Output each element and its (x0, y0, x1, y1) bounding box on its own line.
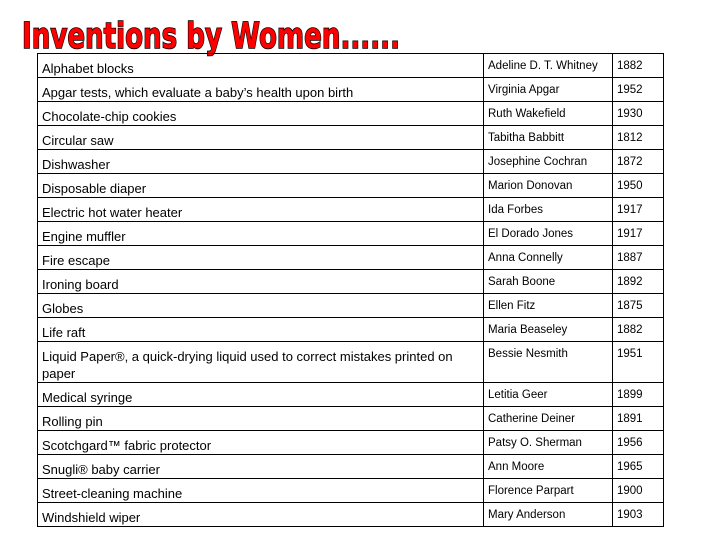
inventor-cell: Virginia Apgar (484, 78, 613, 102)
inventor-cell: Bessie Nesmith (484, 342, 613, 383)
table-row (38, 246, 664, 270)
inventor-cell: Ida Forbes (484, 198, 613, 222)
invention-cell: Street-cleaning machine (38, 479, 484, 503)
inventor-cell: El Dorado Jones (484, 222, 613, 246)
inventor-cell: Letitia Geer (484, 383, 613, 407)
invention-cell: Snugli® baby carrier (38, 455, 484, 479)
page-title (20, 8, 420, 57)
table-row (38, 455, 664, 479)
inventor-cell: Florence Parpart (484, 479, 613, 503)
invention-cell: Chocolate-chip cookies (38, 102, 484, 126)
table-row (38, 270, 664, 294)
table-row (38, 318, 664, 342)
table-row (38, 342, 664, 383)
year-cell: 1882 (613, 54, 664, 78)
inventor-cell: Maria Beaseley (484, 318, 613, 342)
year-cell: 1812 (613, 126, 664, 150)
inventor-cell: Catherine Deiner (484, 407, 613, 431)
inventor-cell: Patsy O. Sherman (484, 431, 613, 455)
year-cell: 1872 (613, 150, 664, 174)
table-row (38, 503, 664, 527)
inventor-cell: Sarah Boone (484, 270, 613, 294)
inventor-cell: Josephine Cochran (484, 150, 613, 174)
inventor-cell: Ruth Wakefield (484, 102, 613, 126)
year-cell: 1965 (613, 455, 664, 479)
year-cell: 1899 (613, 383, 664, 407)
table-row (38, 54, 664, 78)
inventor-cell: Adeline D. T. Whitney (484, 54, 613, 78)
year-cell: 1917 (613, 222, 664, 246)
inventor-cell: Tabitha Babbitt (484, 126, 613, 150)
inventor-cell: Marion Donovan (484, 174, 613, 198)
invention-cell: Alphabet blocks (38, 54, 484, 78)
table-row (38, 126, 664, 150)
year-cell: 1887 (613, 246, 664, 270)
invention-cell: Ironing board (38, 270, 484, 294)
year-cell: 1892 (613, 270, 664, 294)
invention-cell: Circular saw (38, 126, 484, 150)
table-row (38, 222, 664, 246)
table-row (38, 198, 664, 222)
inventor-cell: Ellen Fitz (484, 294, 613, 318)
invention-cell: Scotchgard™ fabric protector (38, 431, 484, 455)
invention-cell: Rolling pin (38, 407, 484, 431)
table-row (38, 431, 664, 455)
year-cell: 1903 (613, 503, 664, 527)
year-cell: 1952 (613, 78, 664, 102)
year-cell: 1891 (613, 407, 664, 431)
year-cell: 1882 (613, 318, 664, 342)
invention-cell: Windshield wiper (38, 503, 484, 527)
invention-cell: Electric hot water heater (38, 198, 484, 222)
inventor-cell: Ann Moore (484, 455, 613, 479)
invention-cell: Fire escape (38, 246, 484, 270)
table-row (38, 78, 664, 102)
table-row (38, 174, 664, 198)
year-cell: 1930 (613, 102, 664, 126)
table-row (38, 150, 664, 174)
invention-cell: Life raft (38, 318, 484, 342)
table-row (38, 102, 664, 126)
inventor-cell: Anna Connelly (484, 246, 613, 270)
invention-cell: Apgar tests, which evaluate a baby’s health upon birth (38, 78, 484, 102)
table-row (38, 479, 664, 503)
year-cell: 1917 (613, 198, 664, 222)
invention-cell: Medical syringe (38, 383, 484, 407)
invention-cell: Engine muffler (38, 222, 484, 246)
table-row (38, 407, 664, 431)
invention-cell: Disposable diaper (38, 174, 484, 198)
table-row (38, 294, 664, 318)
invention-cell: Dishwasher (38, 150, 484, 174)
year-cell: 1950 (613, 174, 664, 198)
invention-cell: Globes (38, 294, 484, 318)
year-cell: 1875 (613, 294, 664, 318)
year-cell: 1951 (613, 342, 664, 383)
table-row (38, 383, 664, 407)
invention-cell: Liquid Paper®, a quick-drying liquid used to correct mistakes printed on paper (38, 342, 484, 383)
inventions-table (37, 53, 664, 527)
year-cell: 1900 (613, 479, 664, 503)
inventor-cell: Mary Anderson (484, 503, 613, 527)
page-title-text: Inventions by Women...... (22, 16, 400, 57)
year-cell: 1956 (613, 431, 664, 455)
